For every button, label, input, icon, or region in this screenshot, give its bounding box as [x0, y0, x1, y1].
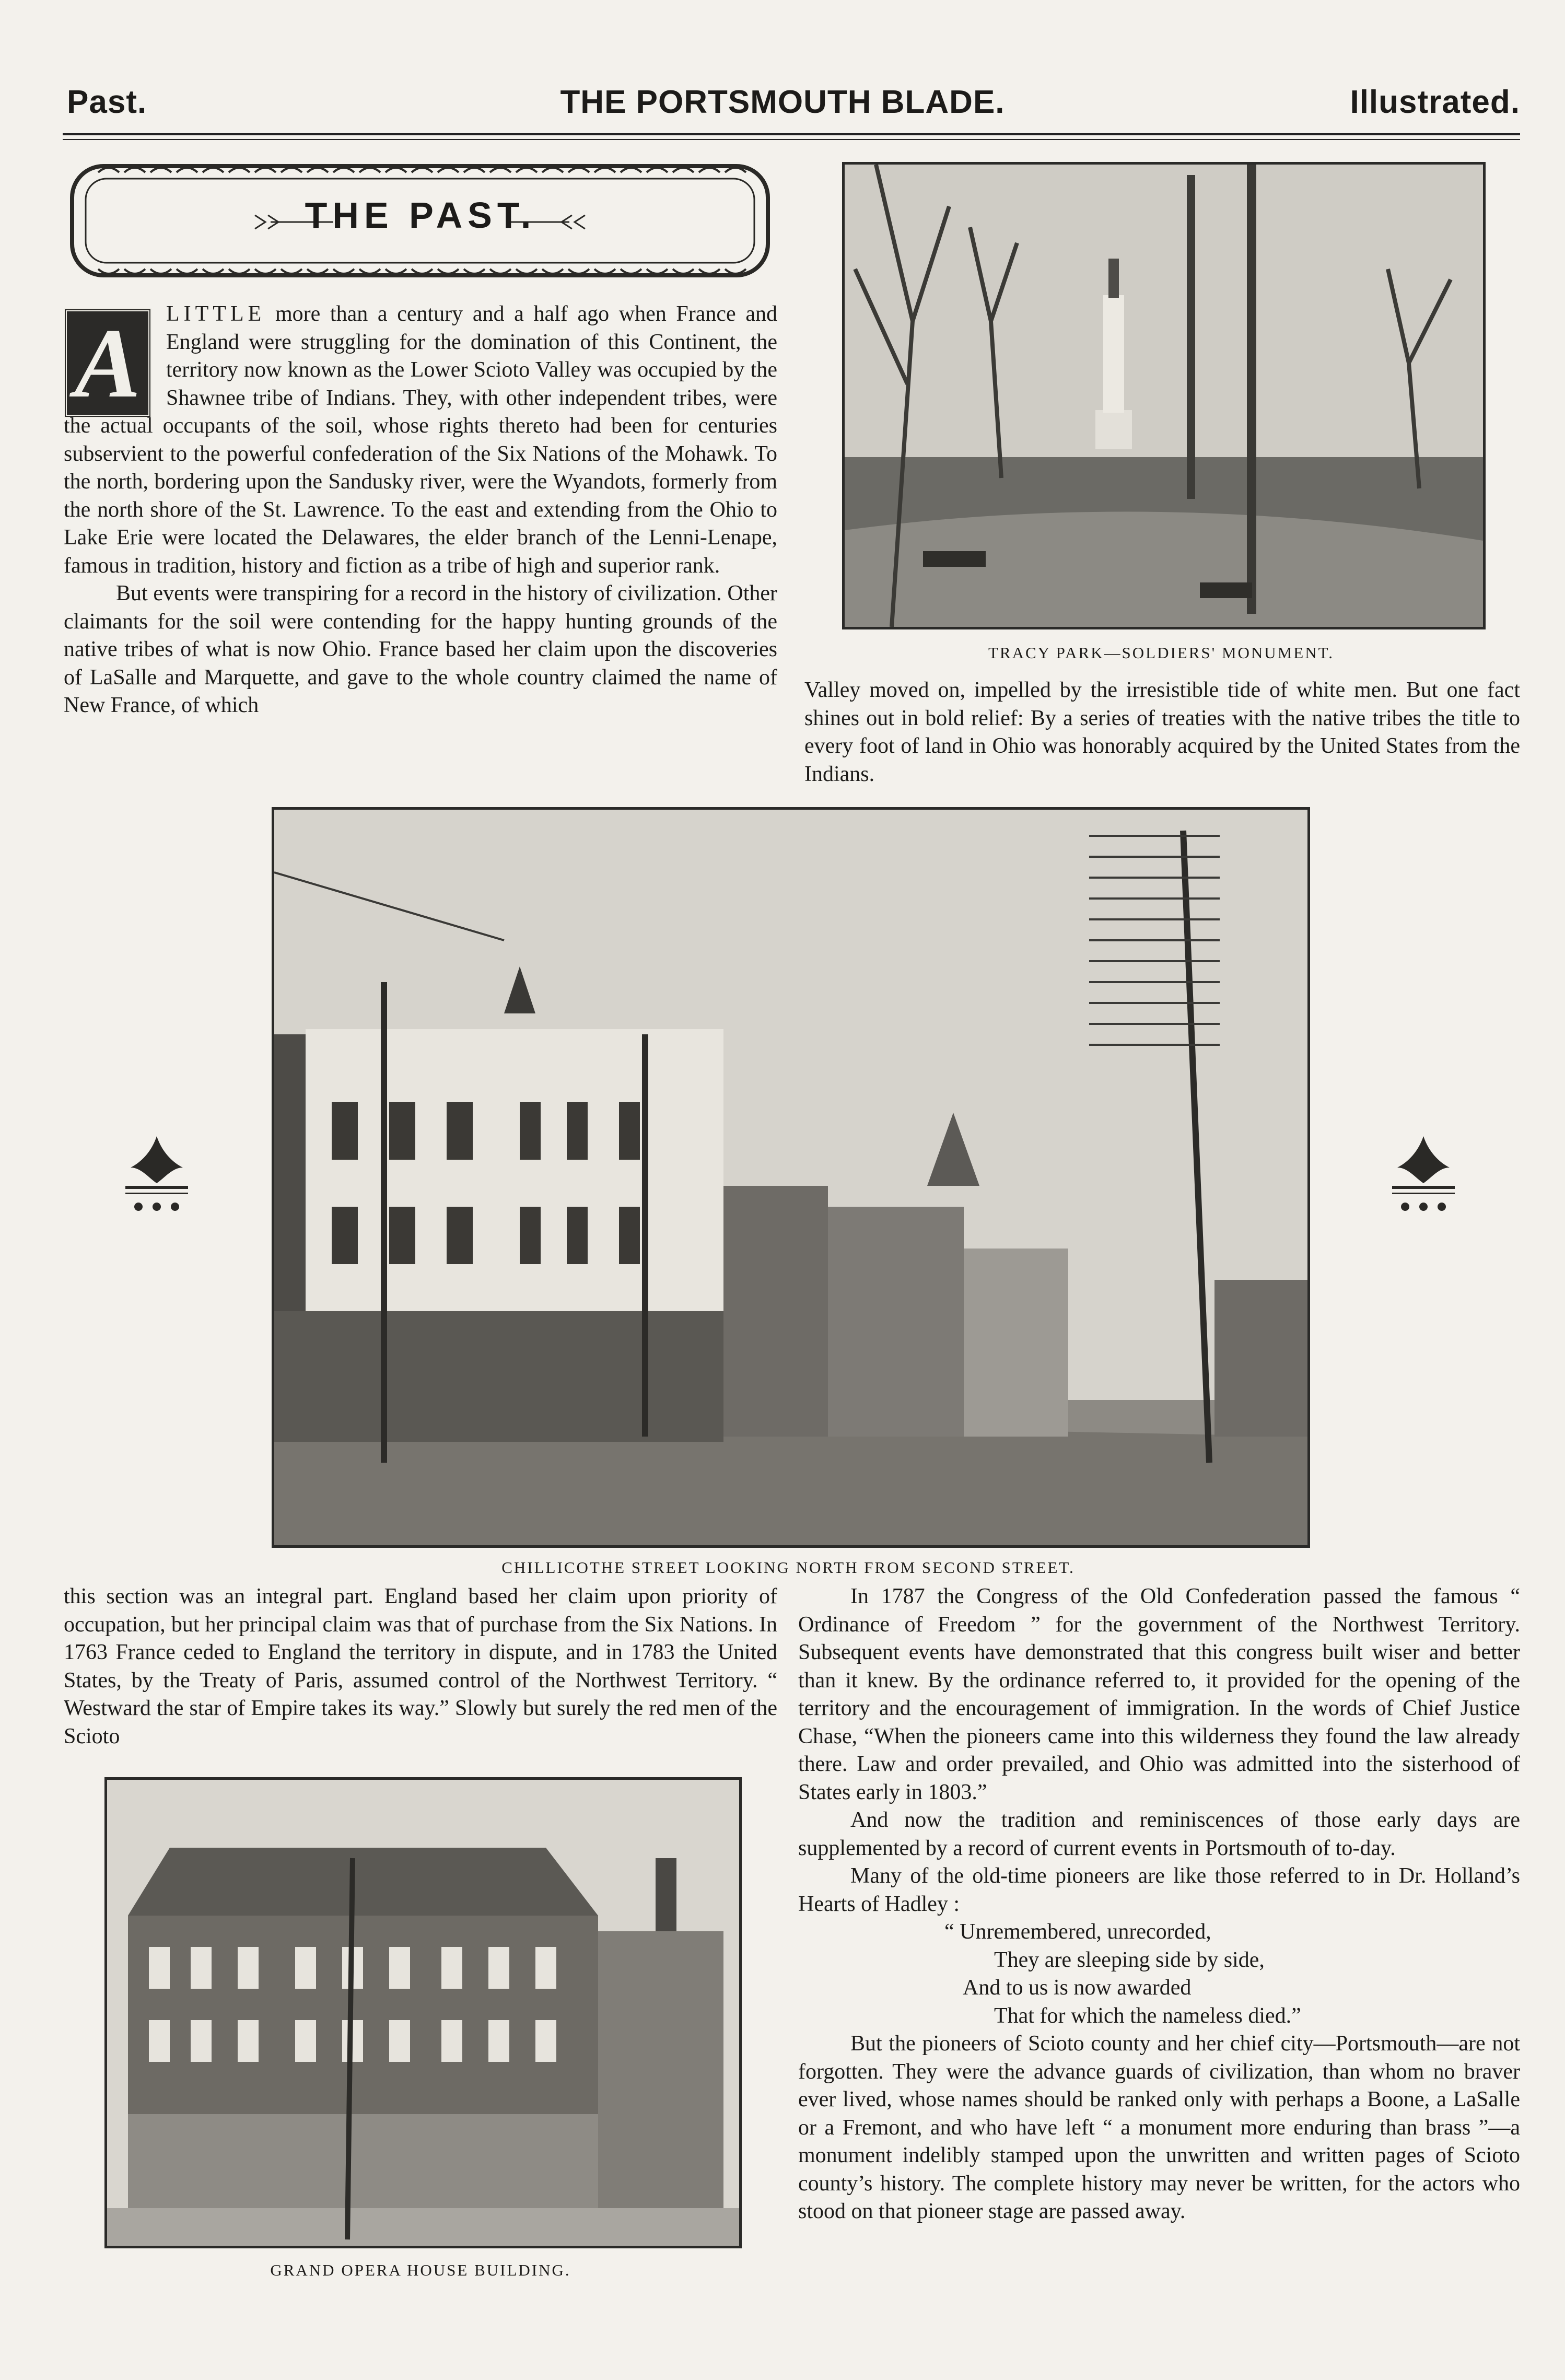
section-title: THE PAST. [305, 195, 536, 236]
fleuron-ornament-right [1387, 1131, 1460, 1220]
verse-line: They are sleeping side by side, [994, 1947, 1265, 1972]
intro-first-word: LITTLE [166, 302, 266, 326]
verse-line: And to us is now awarded [963, 1976, 1192, 2000]
grand-opera-house-photo [104, 1777, 742, 2248]
tracy-park-caption: TRACY PARK—SOLDIERS' MONUMENT. [988, 644, 1334, 662]
fleuron-ornament-left [120, 1131, 193, 1220]
header-rule-thin [63, 139, 1520, 140]
not-forgotten-paragraph: But the pioneers of Scioto county and her chief city—Portsmouth—are not forgotten. They were the advance guards of civilization, than whom no braver ever lived, whose names should be ranked only with perhaps a Boone, a LaSalle or a Fremont, and who have left “ a monument more enduring than brass ”—a monument indelibly stamped upon the unwritten and written pages of Scioto county’s history. The complete history may never be written, for the actors who stood on that pioneer stage are passed away. [798, 2032, 1520, 2223]
chillicothe-street-caption: CHILLICOTHE STREET LOOKING NORTH FROM SECOND STREET. [501, 1558, 1075, 1577]
newspaper-title: THE PORTSMOUTH BLADE. [560, 84, 1005, 120]
verse-line: That for which the nameless died.” [994, 2003, 1301, 2028]
tradition-paragraph: And now the tradition and reminiscences of those early days are supplemented by a record of current events in Portsmouth of to-day. [798, 1808, 1520, 1860]
right-bottom-column [798, 1583, 1520, 2226]
ordinance-paragraph: In 1787 the Congress of the Old Confederation passed the famous “ Ordinance of Freedom ” for the government of the Northwest Territory. Subsequent events have demonstrated that this congress built wiser and better than it knew. By the ordinance referred to, it provided for the opening of the territory and the encouragement of immigration. In the words of Chief Justice Chase, “When the pioneers came into this wilderness they found the law already there. Law and order prevailed, and Ohio was admitted into the sisterhood of States early in 1803.” [798, 1584, 1520, 1804]
running-head-left: Past. [67, 84, 147, 120]
right-top-paragraph: Valley moved on, impelled by the irresistible tide of white men. But one fact shines out in bold relief: By a series of treaties with the native tribes the title to every foot of land in Ohio was honorably acquired by the United States from the Indians. [804, 678, 1520, 786]
intro-paragraph-1 [64, 300, 777, 580]
dropcap-spacer [64, 300, 166, 412]
verse-line: “ Unremembered, unrecorded, [944, 1920, 1211, 1944]
header-rule [63, 133, 1520, 135]
pioneers-paragraph: Many of the old-time pioneers are like those referred to in Dr. Holland’s Hearts of Hadley : [798, 1864, 1520, 1916]
tracy-park-photo [842, 162, 1486, 629]
grand-opera-house-caption: GRAND OPERA HOUSE BUILDING. [270, 2261, 571, 2279]
drop-cap: A [64, 308, 151, 418]
chillicothe-street-photo [272, 807, 1310, 1548]
intro-paragraph-1-text: more than a century and a half ago when France and England were struggling for the domination of this Continent, the territory now known as the Lower Scioto Valley was occupied by the Shawnee tribe of Indians. They, with other independent tribes, were the actual occupants of the soil, whose rights thereto had been for centuries subservient to the powerful confederation of the Six Nations of the Mohawk. To the north, bordering upon the Sandusky river, were the Wyandots, formerly from the north shore of the St. Lawrence. To the east and extending from the Ohio to Lake Erie were located the Delawares, the elder branch of the Lenni-Lenape, famous in tradition, history and fiction as a tribe of high and superior rank. [64, 302, 777, 578]
intro-column [64, 300, 777, 720]
running-head-right: Illustrated. [1350, 84, 1520, 120]
poem-verse [798, 1918, 1520, 2030]
left-bottom-paragraph: this section was an integral part. England based her claim upon priority of occupation, but her principal claim was that of purchase from the Six Nations. In 1763 France ceded to England the territory in dispute, and in 1783 the United States, by the Treaty of Paris, assumed control of the Northwest Territory. “ Westward the star of Empire takes its way.” Slowly but surely the red men of the Scioto [64, 1584, 777, 1748]
intro-paragraph-2: But events were transpiring for a record in the history of civilization. Other claimants for the soil were contending for the happy hunting grounds of the native tribes of what is now Ohio. France based her claim upon the discoveries of LaSalle and Marquette, and gave to the whole country claimed the name of New France, of which [64, 581, 777, 717]
